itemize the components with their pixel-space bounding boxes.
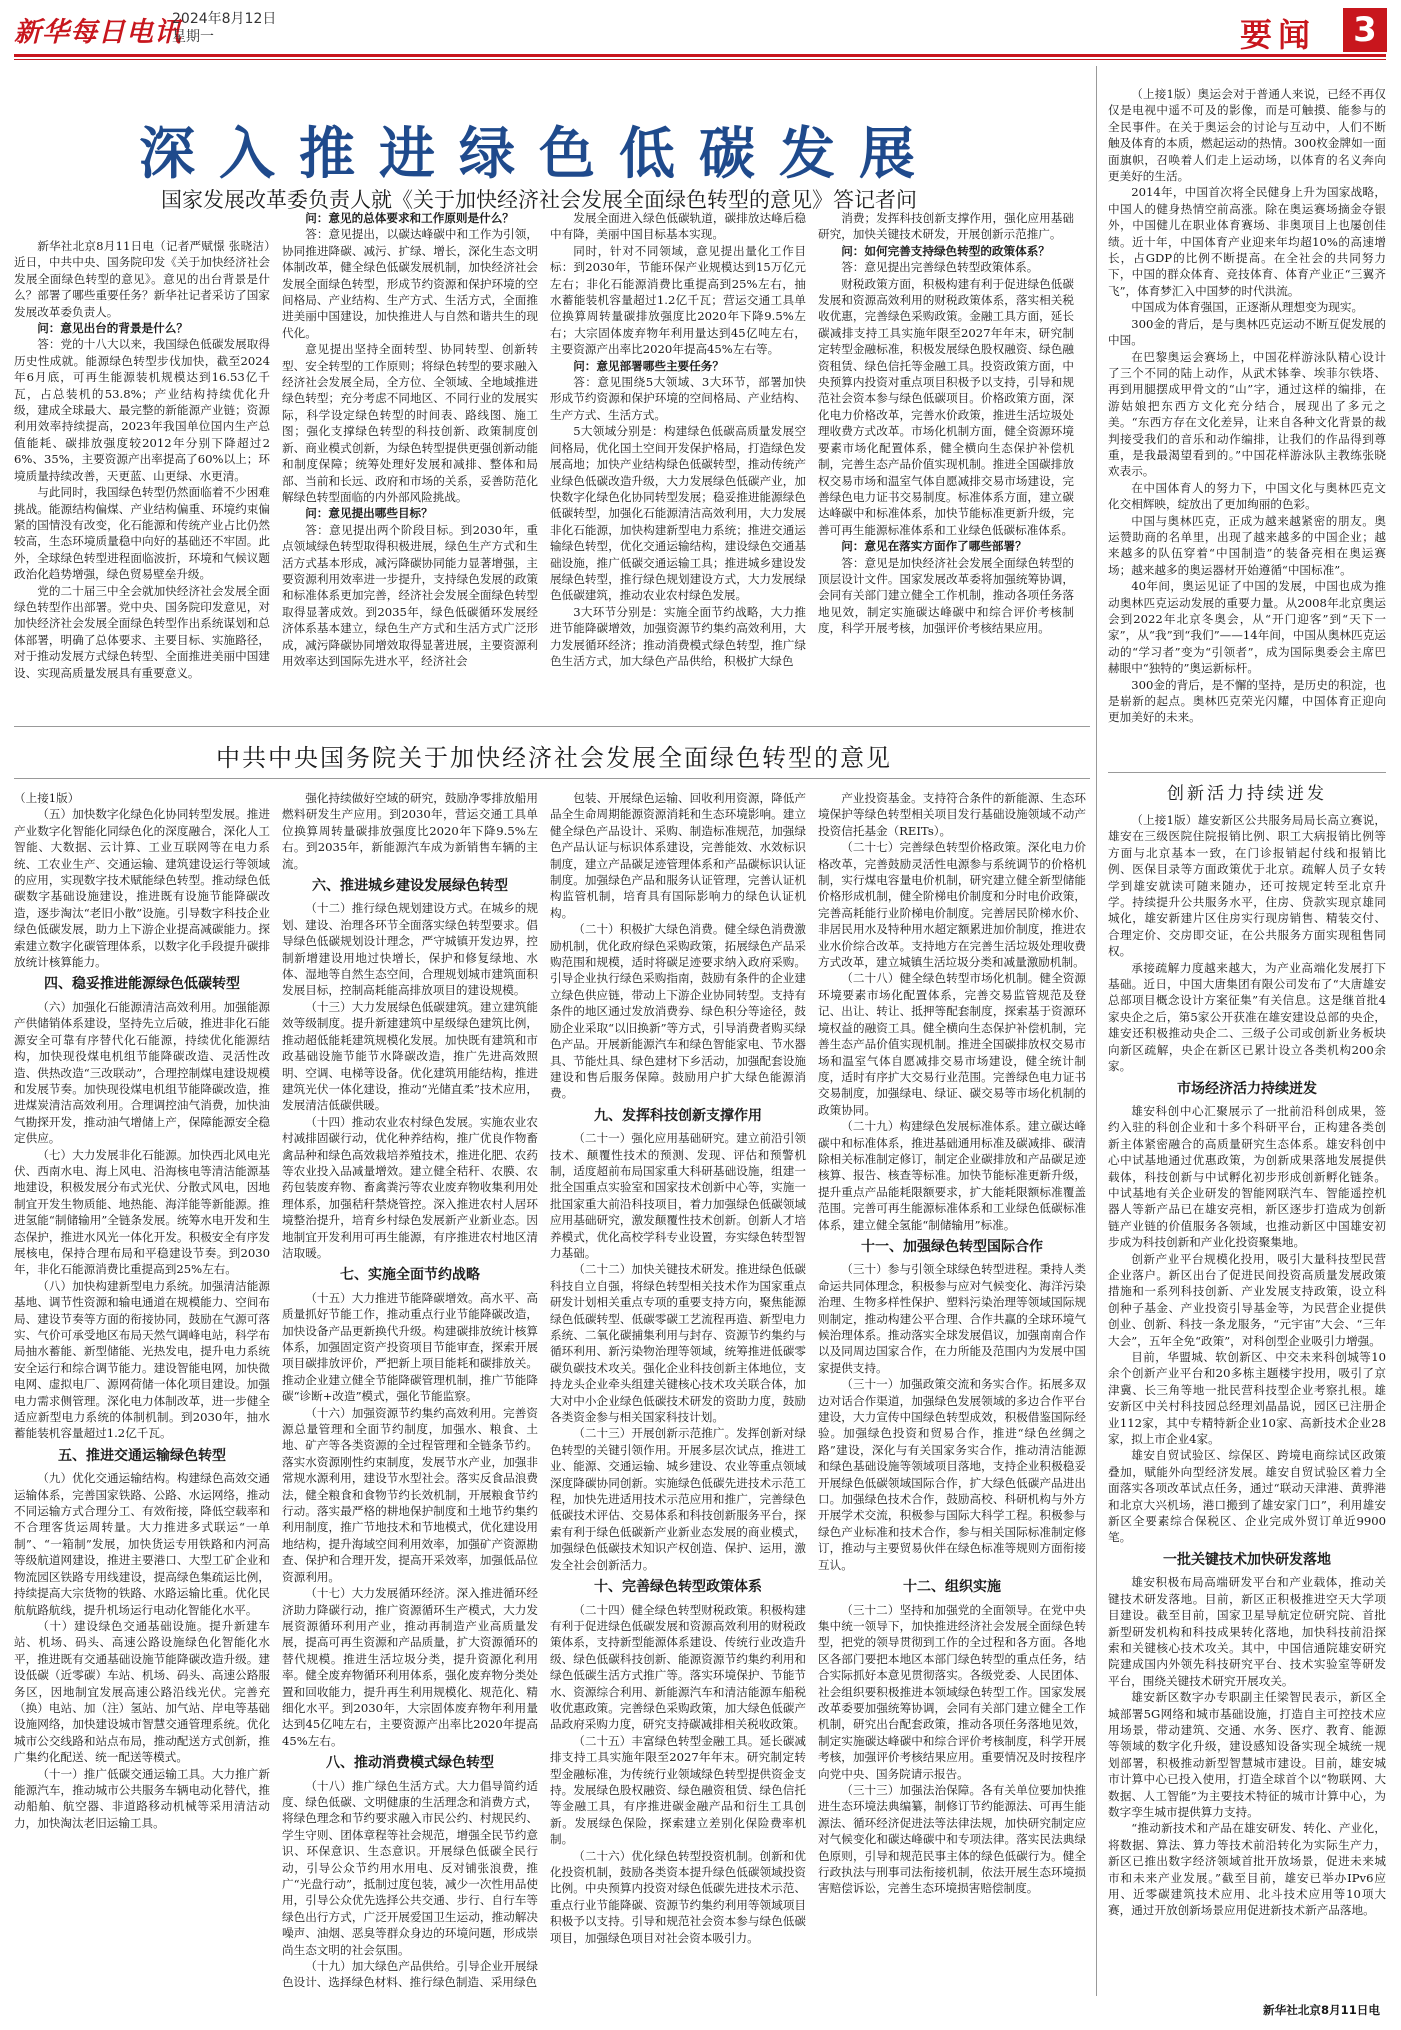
- sidebar-story-title: 创新活力持续迸发: [1167, 784, 1327, 804]
- paragraph: 40年间，奥运见证了中国的发展，中国也成为推动奥林匹克运动发展的重要力量。从2008年北京奥运会到2022年北京冬奥会，从“开门迎客”到“天下一家”，从“我”到“我们”——14年间，中国从奥林匹克运动的“学习者”变为“引领者”，成为国际奥委会主席巴赫眼中“独特的”奥运新标杆。: [1108, 579, 1386, 676]
- paragraph: （七）大力发展非化石能源。加快西北风电光伏、西南水电、海上风电、沿海核电等清洁能源基地建设，积极发展分布式光伏、分散式风电，因地制宜开发生物质能、地热能、海洋能等新能源。推进氢能“制储输用”全链条发展。统筹水电开发和生态保护，推进水风光一体化开发。积极安全有序发展核电，保持合理布局和平稳建设节奏。到2030年，非化石能源消费比重提高到25%左右。: [14, 1147, 270, 1277]
- paragraph: 目前，华盟城、软创新区、中交未来科创城等10余个创新产业平台和20多栋主题楼宇投用，吸引了京津冀、长三角等地一批民营科技型企业考察扎根。雄安新区中关村科技园总经理刘晶晶说，园区已注册企业112家，其中专精特新企业10家、高新技术企业28家，拟上市企业4家。: [1108, 1350, 1386, 1447]
- section-name: 要闻: [1240, 16, 1317, 54]
- paragraph: （三十三）加强法治保障。各有关单位要加快推进生态环境法典编纂，制修订节约能源法、可再生能源法、循环经济促进法等法律法规，加快研究制定应对气候变化和碳达峰碳中和专项法律。落实民法典绿色原则，引导和规范民事主体的绿色低碳行为。健全行政执法与刑事司法衔接机制，依法开展生态环境损害赔偿诉讼，完善生态环境损害赔偿制度。: [818, 1782, 1086, 1896]
- paragraph: 创新产业平台规模化投用，吸引大量科技型民营企业落户。新区出台了促进民间投资高质量发展政策措施和一系列科技创新、产业发展支持政策，设立科创种子基金、产业投资引导基金等，为民营企业提供创业、创新、科技一条龙服务，“元宇宙”大会、“三年大会”，五年全免“政策”，对科创型企业吸引力增强。: [1108, 1251, 1386, 1348]
- section-divider: [14, 726, 1090, 727]
- paragraph: 财税政策方面，积极构建有利于促进绿色低碳发展和资源高效利用的财税政策体系，落实相关税收优惠，完善绿色采购政策。金融工具方面，延长碳减排支持工具实施年限至2027年年末，研究制定转型金融标准，积极发展绿色股权融资、绿色融资租赁、绿色信托等金融工具。投资政策方面，中央预算内投资对重点项目积极予以支持，引导和规范社会资本参与绿色低碳项目。价格政策方面，深化电力价格改革，完善水价政策，推进生活垃圾处理收费方式改革。市场化机制方面，健全资源环境要素市场化配置体系，健全横向生态保护补偿机制，完善生态产品价值实现机制。推进全国碳排放权交易市场和温室气体自愿减排交易市场建设，完善绿色电力证书交易制度。标准体系方面，建立碳达峰碳中和标准体系，加快节能标准更新升级，完善可再生能源标准体系和工业绿色低碳标准体系。: [818, 276, 1074, 537]
- section-heading: 一批关键技术加快研发落地: [1163, 1551, 1331, 1568]
- paragraph: （二十七）完善绿色转型价格政策。深化电力价格改革，完善鼓励灵活性电源参与系统调节的价格机制，实行煤电容量电价机制，研究建立健全新型储能价格形成机制，健全阶梯电价制度和分时电价政策，完善高耗能行业阶梯电价制度。完善居民阶梯水价、非居民用水及特种用水超定额累进加价制度，推进农业水价综合改革。支持地方在完善生活垃圾处理收费方式改革，建立城镇生活垃圾分类和减量激励机制。: [818, 840, 1086, 970]
- paragraph: （十）建设绿色交通基础设施。提升新建车站、机场、码头、高速公路设施绿色化智能化水平，推进既有交通基础设施节能降碳改造升级。建设低碳（近零碳）车站、机场、码头、高速公路服务区，因地制宜发展高速公路沿线光伏。完善充（换）电站、加（注）氢站、加气站、岸电等基础设施网络，加快建设城市智慧交通管理系统。优化城市公交线路和站点布局，推动配送方式创新，推广集约化配送、统一配送等模式。: [14, 1618, 270, 1765]
- dateline-footer: 新华社北京8月11日电: [1263, 2003, 1380, 2017]
- paragraph: （三十二）坚持和加强党的全面领导。在党中央集中统一领导下，加快推进经济社会发展全面绿色转型，把党的领导贯彻到工作的全过程和各方面。各地区各部门要把本地区本部门绿色转型的重点任务，结合实际抓好本意见贯彻落实。各级党委、人民团体、社会组织要积极推进本领域绿色转型工作。国家发展改革委要加强统筹协调，会同有关部门建立健全工作机制，研究出台配套政策，推动各项任务落地见效，制定实施碳达峰碳中和综合评价考核制度，科学开展考核，加强评价考核结果应用。重要情况及时按程序向党中央、国务院请示报告。: [818, 1602, 1086, 1781]
- paragraph: （二十五）丰富绿色转型金融工具。延长碳减排支持工具实施年限至2027年年末。研究制定转型金融标准，为传统行业领域绿色转型提供资金支持。发展绿色股权融资、绿色融资租赁、绿色信托等金融工具，有序推进碳金融产品和衍生工具创新。发展绿色保险，探索建立差别化保险费率机制。: [550, 1733, 806, 1847]
- paragraph: 答：意见提出两个阶段目标。到2030年，重点领域绿色转型取得积极进展，绿色生产方式和生活方式基本形成，减污降碳协同能力显著增强，主要资源利用效率进一步提升，支持绿色发展的政策和标准体系更加完善，经济社会发展全面绿色转型取得显著成效。到2035年，绿色低碳循环发展经济体系基本建立，绿色生产方式和生活方式广泛形成，减污降碳协同增效取得显著进展，主要资源利用效率达到国际先进水平，经济社会: [282, 522, 538, 668]
- paragraph: 党的二十届三中全会就加快经济社会发展全面绿色转型作出部署。党中央、国务院印发意见，对加快经济社会发展全面绿色转型作出系统谋划和总体部署，明确了总体要求、主要目标、实施路径，对于推动发展方式绿色转型、全面推进美丽中国建设、实现高质量发展具有重要意义。: [14, 583, 270, 680]
- paragraph: （上接1版）雄安新区公共服务局局长高立赛说，雄安在三级医院住院报销比例、职工大病报销比例等方面与北京基本一致，在门诊报销起付线和报销比例、医保目录等方面政策优于北京。疏解人员子女转学到雄安就读可随来随办，还可按规定转至北京升学。持续提升公共服务水平，住房、贷款实现京雄同城化，雄安新建片区住房实行现房销售、精装交付、合理定价、交房即交证，在公共服务方面实现租售同权。: [1108, 813, 1386, 959]
- paragraph: （二十三）开展创新示范推广。发挥创新对绿色转型的关键引领作用。开展多层次试点，推进工业、能源、交通运输、城乡建设、农业等重点领域深度降碳协同创新。实施绿色低碳先进技术示范工程，加快先进适用技术示范应用和推广，完善绿色低碳技术评估、交易体系和科技创新服务平台，探索有利于绿色低碳新产业新业态发展的商业模式，加强绿色低碳技术知识产权创造、保护、运用，激发全社会创新活力。: [550, 1426, 806, 1572]
- document-column-3: [550, 790, 806, 2000]
- date-text: 2024年8月12日: [172, 11, 277, 27]
- sidebar-divider: [1108, 772, 1386, 773]
- section-heading: 六、推进城乡建设发展绿色转型: [312, 878, 508, 895]
- article1-column-2: [282, 210, 538, 718]
- paragraph: （五）加快数字化绿色化协同转型发展。推进产业数字化智能化同绿色化的深度融合，深化人工智能、大数据、云计算、工业互联网等在电力系统、工农业生产、交通运输、建筑建设运行等领域的应用，实现数字技术赋能绿色转型。推动绿色低碳数字基础设施建设，推进既有设施节能降碳改造，逐步淘汰“老旧小散”设施。引导数字科技企业绿色低碳发展，助力上下游企业提高减碳能力。探索建立数字化碳管理体系，以数字化手段提升碳排放统计核算能力。: [14, 807, 270, 970]
- interview-question: 问：如何完善支持绿色转型的政策体系？: [841, 243, 1050, 258]
- paragraph: 300金的背后，是不懈的坚持，是历史的积淀，也是崭新的起点。奥林匹克荣光闪耀，中国体育正迎向更加美好的未来。: [1108, 677, 1386, 725]
- paragraph: （二十九）构建绿色发展标准体系。建立碳达峰碳中和标准体系，推进基础通用标准及碳减排、碳清除相关标准制定修订，制定企业碳排放和产品碳足迹核算、报告、核查等标准。加快节能标准更新升级，提升重点产品能耗限额要求，扩大能耗限额标准覆盖范围。完善可再生能源标准体系和工业绿色低碳标准体系，建立健全氢能“制储输用”标准。: [818, 1119, 1086, 1232]
- paragraph: 答：意见提出，以碳达峰碳中和工作为引领，协同推进降碳、减污、扩绿、增长，深化生态文明体制改革，健全绿色低碳发展机制，加快经济社会发展全面绿色转型，形成节约资源和保护环境的空间格局、产业结构、生产方式、生活方式，全面推进美丽中国建设，加快推进人与自然和谐共生的现代化。: [282, 227, 538, 340]
- paragraph: 答：意见是加快经济社会发展全面绿色转型的顶层设计文件。国家发展改革委将加强统筹协调，会同有关部门建立健全工作机制，推动各项任务落地见效，制定实施碳达峰碳中和综合评价考核制度，科学开展考核，加强评价考核结果应用。: [818, 555, 1074, 636]
- paragraph: 在巴黎奥运会赛场上，中国花样游泳队精心设计了三个不同的陆上动作，从武术钵拳、埃菲尔铁塔、再到用腿摆成甲骨文的“山”字，通过这样的编排，在游姑娘把东西方文化充分结合，展现出了多元之美。“东西方存在文化差异，让来自各种文化背景的裁判接受我们的音乐和动作编排，让我们的作品得到尊重，是我最渴望看到的。”中国花样游泳队主教练张晓欢表示。: [1108, 349, 1386, 479]
- page-number: 3: [1343, 8, 1387, 52]
- document-column-2: [282, 790, 538, 2000]
- paragraph: 同时，针对不同领域，意见提出量化工作目标：到2030年，节能环保产业规模达到15万亿元左右；非化石能源消费比重提高到25%左右，抽水蓄能装机容量超过1.2亿千瓦；营运交通工具单位换算周转量碳排放强度比2020年下降9.5%左右；大宗固体废弃物年利用量达到45亿吨左右，主要资源产出率比2020年提高45%左右等。: [550, 243, 806, 357]
- masthead: [14, 8, 1386, 52]
- paragraph: 与此同时，我国绿色转型仍然面临着不少困难挑战。能源结构偏煤、产业结构偏重、环境约束偏紧的国情没有改变，化石能源和传统产业占比仍然较高，生态环境质量稳中向好的基础还不牢固。此外，全球绿色转型进程面临波折，环境和气候议题政治化趋势增强，绿色贸易壁垒升级。: [14, 485, 270, 582]
- document-column-4: [818, 790, 1086, 2000]
- document-title: 中共中央国务院关于加快经济社会发展全面绿色转型的意见: [216, 744, 892, 772]
- paragraph: （二十）积极扩大绿色消费。健全绿色消费激励机制，优化政府绿色采购政策，拓展绿色产品采购范围和规模，适时将碳足迹要求纳入政府采购。引导企业执行绿色采购指南，鼓励有条件的企业建立绿色供应链，带动上下游企业协同转型。支持有条件的地区通过发放消费券、绿色积分等途径，鼓励企业采取“以旧换新”等方式，引导消费者购买绿色产品。开展新能源汽车和绿色智能家电、节水器具、节能灶具、绿色建材下乡活动，加强配套设施建设和售后服务保障。鼓励用户扩大绿色能源消费。: [550, 922, 806, 1101]
- paragraph: （二十四）健全绿色转型财税政策。积极构建有利于促进绿色低碳发展和资源高效利用的财税政策体系，支持新型能源体系建设、传统行业改造升级、绿色低碳科技创新、能源资源节约集约利用和绿色低碳生活方式推广等。落实环境保护、节能节水、资源综合利用、新能源汽车和清洁能源车船税收优惠政策。完善绿色采购政策，加大绿色低碳产品政府采购力度，研究支持碳减排相关税收政策。: [550, 1602, 806, 1732]
- paragraph: （十六）加强资源节约集约高效利用。完善资源总量管理和全面节约制度，加强水、粮食、土地、矿产等各类资源的全过程管理和全链条节约。落实水资源刚性约束制度，发展节水产业，加强非常规水源利用，建设节水型社会。落实反食品浪费法，健全粮食和食物节约长效机制，开展粮食节约行动。落实最严格的耕地保护制度和土地节约集约利用制度，推广节地技术和节地模式，优化建设用地结构，提升海域空间利用效率，加强矿产资源勘查、保护和合理开发，提高开采效率，加强低品位资源利用。: [282, 1405, 538, 1584]
- paragraph: 雄安新区数字办专职副主任梁智民表示，新区全城部署5G网络和城市基础设施，打造自主可控技术应用场景，带动建筑、交通、水务、医疗、教育、能源等领域的数字化升级，建设感知设备实现全城统一规划部署，积极推动新型智慧城市建设。目前，雄安城市计算中心已投入使用，打造全球首个以“物联网、大数据、人工智能”为主要技术特征的城市计算中心，为数字孪生城市提供算力支持。: [1108, 1690, 1386, 1819]
- document-column-1: [14, 790, 270, 2000]
- section-heading: 市场经济活力持续迸发: [1177, 1080, 1317, 1097]
- paragraph: 5大领域分别是：构建绿色低碳高质量发展空间格局，优化国土空间开发保护格局，打造绿色发展高地；加快产业结构绿色低碳转型，推动传统产业绿色低碳改造升级，大力发展绿色低碳产业，加快数字化绿色化协同转型发展；稳妥推进能源绿色低碳转型，加强化石能源清洁高效利用，大力发展非化石能源，加快构建新型电力系统；推进交通运输绿色转型，优化交通运输结构，建设绿色交通基础设施，推广低碳交通运输工具；推进城乡建设发展绿色转型，推行绿色规划建设方式，大力发展绿色低碳建筑，推动农业农村绿色发展。: [550, 424, 806, 603]
- paragraph: （十七）大力发展循环经济。深入推进循环经济助力降碳行动，推广资源循环生产模式，大力发展资源循环利用产业，推动再制造产业高质量发展，提高可再生资源和产品质量，扩大资源循环的替代规模。推进生活垃圾分类，提升资源化利用率。健全废弃物循环利用体系，强化废弃物分类处置和回收能力，提升再生利用规模化、规范化、精细化水平。到2030年，大宗固体废弃物年利用量达到45亿吨左右，主要资源产出率比2020年提高45%左右。: [282, 1586, 538, 1748]
- paragraph: 3大环节分别是：实施全面节约战略，大力推进节能降碳增效，加强资源节约集约高效利用，大力发展循环经济；推动消费模式绿色转型，推广绿色生活方式，加大绿色产品供给，积极扩大绿色: [550, 604, 806, 668]
- paragraph: （十九）加大绿色产品供给。引导企业开展绿色设计、选择绿色材料、推行绿色制造、采用绿色: [282, 1959, 538, 1990]
- paragraph: （三十一）加强政策交流和务实合作。拓展多双边对话合作渠道，加强绿色发展领域的多边合作平台建设，大力宣传中国绿色转型成效，积极借鉴国际经验。加强绿色投资和贸易合作，推进“绿色丝绸之路”建设，深化与有关国家务实合作，推动清洁能源和绿色基础设施等领域项目落地，支持企业积极稳妥开展绿色低碳领域国际合作，扩大绿色低碳产品进出口。加强绿色技术合作，鼓励高校、科研机构与外方开展学术交流，积极参与国际大科学工程。积极参与绿色产业标准和技术合作，参与相关国际标准制定修订，推动与主要贸易伙伴在绿色标准等规则方面衔接互认。: [818, 1377, 1086, 1572]
- paragraph: 答：意见围绕5大领域、3大环节，部署加快形成节约资源和保护环境的空间格局、产业结构、生产方式、生活方式。: [550, 375, 806, 422]
- paragraph: （上接1版）奥运会对于普通人来说，已经不再仅仅是电视中遥不可及的影像，而是可触摸、能参与的全民事件。在关于奥运会的讨论与互动中，人们不断触及体育的本质，燃起运动的热情。300枚金牌如一面面旗帜，召唤着人们走上运动场，以体育的名义奔向更美好的生活。: [1108, 87, 1386, 184]
- paragraph: 在中国体育人的努力下，中国文化与奥林匹克文化交相辉映，绽放出了更加绚丽的色彩。: [1108, 480, 1386, 512]
- paragraph: （二十一）强化应用基础研究。建立前沿引领技术、颠覆性技术的预测、发现、评估和预警机制，适度超前布局国家重大科研基础设施，组建一批全国重点实验室和国家技术创新中心等，实施一批国家重大前沿科技项目，着力加强绿色低碳领域应用基础研究，激发颠覆性技术创新。创新人才培养模式，优化高校学科专业设置，夯实绿色转型智力基础。: [550, 1131, 806, 1260]
- section-heading: 十一、加强绿色转型国际合作: [861, 1238, 1043, 1255]
- paragraph: （八）加快构建新型电力系统。加强清洁能源基地、调节性资源和输电通道在规模能力、空间布局、建设节奏等方面的衔接协同，鼓励在气源可落实、气价可承受地区布局天然气调峰电站，科学布局抽水蓄能、新型储能、光热发电，提升电力系统安全运行和综合调节能力。建设智能电网，加快微电网、虚拟电厂、源网荷储一体化项目建设。加强电力需求侧管理。深化电力体制改革，进一步健全适应新型电力系统的体制机制。到2030年，抽水蓄能装机容量超过1.2亿千瓦。: [14, 1278, 270, 1441]
- paragraph: 雄安积极布局高端研发平台和产业载体，推动关键技术研发落地。目前，新区正积极推进空天大学项目建设。截至目前，国家卫星导航定位研究院、首批新型研发机构和科技成果转化落地，加快科技前沿探索和关键核心技术攻关。其中，中国信通院雄安研究院建成国内外领先科技研究平台、技术实验室等研发平台，围绕关键技术研究开展攻关。: [1108, 1575, 1386, 1688]
- newspaper-brand: 新华每日电讯: [14, 17, 182, 48]
- paragraph: （三十）参与引领全球绿色转型进程。秉持人类命运共同体理念，积极参与应对气候变化、海洋污染治理、生物多样性保护、塑料污染治理等领域国际规则制定，推动构建公平合理、合作共赢的全球环境气候治理体系。推动落实全球发展倡议，加强南南合作以及同周边国家合作，在力所能及范围内为发展中国家提供支持。: [818, 1262, 1086, 1375]
- article1-column-3: [550, 210, 806, 718]
- paragraph: 承接疏解力度越来越大，为产业高端化发展打下基础。近日，中国大唐集团有限公司发布了“大唐雄安总部项目概念设计方案征集”有关信息。这是继首批4家央企之后，第5家公开获准在雄安建设总部的央企，雄安还积极推动央企二、三级子公司或创新业务板块向新区疏解，央企在新区已累计设立各类机构200余家。: [1108, 960, 1386, 1074]
- paragraph: 消费；发挥科技创新支撑作用，强化应用基础研究，加快关键技术研发，开展创新示范推广。: [818, 211, 1074, 242]
- section-heading: 五、推进交通运输绿色转型: [58, 1447, 226, 1464]
- paragraph: 2014年，中国首次将全民健身上升为国家战略，中国人的健身热情空前高涨。除在奥运赛场摘金夺银外，中国健儿在职业体育赛场、非奥项目上也屡创佳绩。近十年，中国体育产业迎来年均超10%的高速增长，占GDP的比例不断提高。在全社会的共同努力下，中国的群众体育、竞技体育、体育产业正“三翼齐飞”，体育梦汇入中国梦的时代洪流。: [1108, 185, 1386, 298]
- interview-question: 问：意见在落实方面作了哪些部署？: [841, 539, 1027, 554]
- paragraph: （十三）大力发展绿色低碳建筑。建立建筑能效等级制度。提升新建建筑中星级绿色建筑比例，推动超低能耗建筑规模化发展。加快既有建筑和市政基础设施节能节水降碳改造，推广先进高效照明、空调、电梯等设备。优化建筑用能结构，推进建筑光伏一体化建设，推动“光储直柔”技术应用，发展清洁低碳供暖。: [282, 999, 538, 1113]
- paragraph: 中国成为体育强国，正逐渐从理想变为现实。: [1131, 300, 1364, 315]
- continuation-note: （上接1版）: [14, 791, 80, 805]
- weekday-text: 星期一: [172, 29, 214, 45]
- paragraph: 产业投资基金。支持符合条件的新能源、生态环境保护等绿色转型相关项目发行基础设施领域不动产投资信托基金（REITs）。: [818, 791, 1086, 838]
- section-heading: 八、推动消费模式绿色转型: [326, 1755, 494, 1772]
- main-subheadline: 国家发展改革委负责人就《关于加快经济社会发展全面绿色转型的意见》答记者问: [161, 188, 917, 212]
- paragraph: 发展全面进入绿色低碳轨道，碳排放达峰后稳中有降，美丽中国目标基本实现。: [550, 211, 806, 242]
- paragraph: （十八）推广绿色生活方式。大力倡导简约适度、绿色低碳、文明健康的生活理念和消费方式，将绿色理念和节约要求融入市民公约、村规民约、学生守则、团体章程等社会规范，增强全民节约意识、环保意识、生态意识。开展绿色低碳全民行动，引导公众节约用水用电、反对铺张浪费，推广“光盘行动”，抵制过度包装，减少一次性用品使用，引导公众优先选择公共交通、步行、自行车等绿色出行方式，广泛开展爱国卫生运动，推动解决噪声、油烟、恶臭等群众身边的环境问题，形成崇尚生态文明的社会氛围。: [282, 1778, 538, 1957]
- paragraph: 强化持续做好空域的研究，鼓励净零排放船用燃料研发生产应用。到2030年，营运交通工具单位换算周转量碳排放强度比2020年下降9.5%左右。到2035年，新能源汽车成为新销售车辆的主流。: [282, 791, 538, 871]
- paragraph: 答：意见提出完善绿色转型政策体系。: [841, 260, 1039, 275]
- top-rule-thin: [14, 59, 1386, 60]
- article1-column-4: [818, 210, 1074, 718]
- issue-date: [172, 10, 276, 46]
- sidebar-bottom-column: [1108, 812, 1386, 1998]
- paragraph: （十二）推行绿色规划建设方式。在城乡的规划、建设、治理各环节全面落实绿色转型要求。倡导绿色低碳规划设计理念，严守城镇开发边界，控制新增建设用地过快增长，保护和修复绿地、水体、湿地等自然生态空间，合理规划城市建筑面积发展目标，控制高耗能高排放项目的建设规模。: [282, 901, 538, 998]
- paragraph: （六）加强化石能源清洁高效利用。加强能源产供储销体系建设，坚持先立后破，推进非化石能源安全可靠有序替代化石能源，持续优化能源结构，加快现役煤电机组节能降碳改造、灵活性改造、供热改造“三改联动”，合理控制煤电建设规模和发展节奏。加快现役煤电机组节能降碳改造，推进煤炭清洁高效利用。合理调控油气消费，加快油气勘探开发，推动油气增储上产，保障能源安全稳定供应。: [14, 999, 270, 1146]
- paragraph: （九）优化交通运输结构。构建绿色高效交通运输体系，完善国家铁路、公路、水运网络，推动不同运输方式合理分工、有效衔接，降低空载率和不合理客货运周转量。大力推进多式联运“一单制”、“一箱制”发展，加快货运专用铁路和内河高等级航道网建设，推进主要港口、大型工矿企业和物流园区铁路专用线建设，提高绿色集疏运比例，持续提高大宗货物的铁路、水路运输比重。优化民航航路航线，提升机场运行电动化智能化水平。: [14, 1471, 270, 1617]
- paragraph: 雄安自贸试验区、综保区、跨境电商综试区政策叠加，赋能外向型经济发展。雄安自贸试验区着力全面落实各项改革试点任务，通过“联动天津港、黄骅港和北京大兴机场，港口搬到了雄安家门口”，利用雄安新区全要素综合保税区、企业完成外贸订单近9900笔。: [1108, 1448, 1386, 1545]
- main-headline: 深入推进绿色低碳发展: [139, 122, 939, 187]
- sidebar-top-column: [1108, 86, 1386, 766]
- paragraph: 答：党的十八大以来，我国绿色低碳发展取得历史性成就。能源绿色转型步伐加快，截至2024年6月底，可再生能源装机规模达到16.53亿千瓦，占总装机的53.8%；产业结构持续优化升级，建成全球最大、最完整的新能源产业链；资源利用效率持续提高，2023年我国单位国内生产总值能耗、碳排放强度较2012年分别下降超过26%、35%，主要资源产出率提高了60%以上；环境质量持续改善，天更蓝、山更绿、水更清。: [14, 337, 270, 483]
- paragraph: （二十八）健全绿色转型市场化机制。健全资源环境要素市场化配置体系，完善交易监管规范及登记、出让、转让、抵押等配套制度，探索基于资源环境权益的融资工具。健全横向生态保护补偿机制，完善生态产品价值实现机制。推进全国碳排放权交易市场和温室气体自愿减排交易市场建设，健全统计制度，适时有序扩大交易行业范围。完善绿色电力证书交易制度，加强绿电、绿证、碳交易等市场化机制的政策协同。: [818, 971, 1086, 1117]
- paragraph: 包装、开展绿色运输、回收利用资源，降低产品全生命周期能源资源消耗和生态环境影响。建立健全绿色产品设计、采购、制造标准规范，加强绿色产品认证与标识体系建设，完善能效、水效标识制度，建立产品碳足迹管理体系和产品碳标识认证制度。加强绿色产品和服务认证管理，完善认证机构监管机制，培育具有国际影响力的绿色认证机构。: [550, 791, 806, 920]
- paragraph: （二十二）加快关键技术研发。推进绿色低碳科技自立自强，将绿色转型相关技术作为国家重点研发计划相关重点专项的重要支持方向，聚焦能源绿色低碳转型、低碳零碳工艺流程再造、新型电力系统、二氧化碳捕集利用与封存、资源节约集约与循环利用、新污染物治理等领域，统筹推进低碳零碳负碳技术攻关。强化企业科技创新主体地位，支持龙头企业牵头组建关键核心技术攻关联合体，加大对中小企业绿色低碳技术研发的资助力度，鼓励各类资金参与相关国家科技计划。: [550, 1262, 806, 1425]
- section-heading: 四、稳妥推进能源绿色低碳转型: [44, 976, 240, 993]
- paragraph: 雄安科创中心汇聚展示了一批前沿科创成果，签约入驻的科创企业和十多个科研平台，正构建各类创新主体紧密融合的高质量研究生态体系。雄安科创中心中试基地通过优惠政策，为创新成果落地发展提供载体，科技创新与中试孵化初步形成创新孵化链条。中试基地有关企业研发的智能网联汽车、智能遥控机器人等新产品已在雄安亮相，新区逐步打造成为创新链产业链的价值服务各领域，也推动新区中国雄安初步成为科技创新和产业化投资聚集地。: [1108, 1103, 1386, 1250]
- section-heading: 七、实施全面节约战略: [340, 1267, 480, 1284]
- paragraph: （十一）推广低碳交通运输工具。大力推广新能源汽车，推动城市公共服务车辆电动化替代，推动船舶、航空器、非道路移动机械等采用清洁动力，加快淘汰老旧运输工具。: [14, 1766, 270, 1830]
- section-heading: 十二、组织实施: [903, 1579, 1001, 1596]
- section-heading: 十、完善绿色转型政策体系: [594, 1579, 762, 1596]
- section-heading: 九、发挥科技创新支撑作用: [594, 1107, 762, 1124]
- section-divider-lower: [14, 778, 1090, 779]
- paragraph: “推动新技术和产品在雄安研发、转化、产业化，将数据、算法、算力等技术前沿转化为实际生产力，新区已推出数字经济领域首批开放场景，促进未来城市和未来产业发展。”截至目前，雄安已举办IPv6应用、近零碳建筑技术应用、北斗技术应用等10项大赛，通过开放创新场景应用促进新技术新产品落地。: [1108, 1821, 1386, 1918]
- paragraph: 300金的背后，是与奥林匹克运动不断互促发展的中国。: [1108, 316, 1386, 348]
- paragraph: （十五）大力推进节能降碳增效。高水平、高质量抓好节能工作，推动重点行业节能降碳改造，加快设备产品更新换代升级。构建碳排放统计核算体系，加强固定资产投资项目节能审查，探索开展项目碳排放评价，严把新上项目能耗和碳排放关。推动企业建立健全节能降碳管理机制，推广节能降碳“诊断+改造”模式，强化节能监察。: [282, 1290, 538, 1404]
- column-divider: [1096, 66, 1097, 1996]
- lead-paragraph: 新华社北京8月11日电（记者严赋憬 张晓洁）近日，中共中央、国务院印发《关于加快经济社会发展全面绿色转型的意见》。意见的出台背景是什么？部署了哪些重要任务？新华社记者采访了国家发展改革委负责人。: [14, 239, 270, 319]
- interview-question: 问：意见出台的背景是什么？: [37, 321, 188, 336]
- paragraph: 中国与奥林匹克，正成为越来越紧密的朋友。奥运赞助商的名单里，出现了越来越多的中国企业；越来越多的队伍穿着“中国制造”的装备亮相在奥运赛场；越来越多的奥运器材开始遵循“中国标准”。: [1108, 513, 1386, 577]
- interview-question: 问：意见的总体要求和工作原则是什么？: [305, 211, 514, 225]
- paragraph: （二十六）优化绿色转型投资机制。创新和优化投资机制，鼓励各类资本提升绿色低碳领域投资比例。中央预算内投资对绿色低碳先进技术示范、重点行业节能降碳、资源节约集约利用等领域项目积极予以支持。引导和规范社会资本参与绿色低碳项目，加强绿色项目对社会资本吸引力。: [550, 1848, 806, 1945]
- paragraph: （十四）推动农业农村绿色发展。实施农业农村减排固碳行动，优化种养结构，推广优良作物畜禽品种和绿色高效栽培养殖技术，推进化肥、农药等农业投入品减量增效。建立健全秸秆、农膜、农药包装废弃物、畜禽粪污等农业废弃物收集利用处理体系，加强秸秆禁烧管控。深入推进农村人居环境整治提升，培育乡村绿色发展新产业新业态。因地制宜开发利用可再生能源，有序推进农村地区清洁取暖。: [282, 1114, 538, 1260]
- top-rule: [14, 54, 1386, 57]
- paragraph: 意见提出坚持全面转型、协同转型、创新转型、安全转型的工作原则；将绿色转型的要求融入经济社会发展全局，全方位、全领域、全地域推进绿色转型；充分考虑不同地区、不同行业的发展实际，科学设定绿色转型的时间表、路线图、施工图；强化支撑绿色转型的科技创新、政策制度创新、商业模式创新，为绿色转型提供更强创新动能和制度保障；统筹处理好发展和减排、整体和局部、当前和长远、政府和市场的关系，妥善防范化解绿色转型面临的内外部风险挑战。: [282, 342, 538, 504]
- article1-column-1: [14, 238, 270, 718]
- interview-question: 问：意见部署哪些主要任务？: [573, 358, 724, 373]
- interview-question: 问：意见提出哪些目标？: [305, 506, 433, 521]
